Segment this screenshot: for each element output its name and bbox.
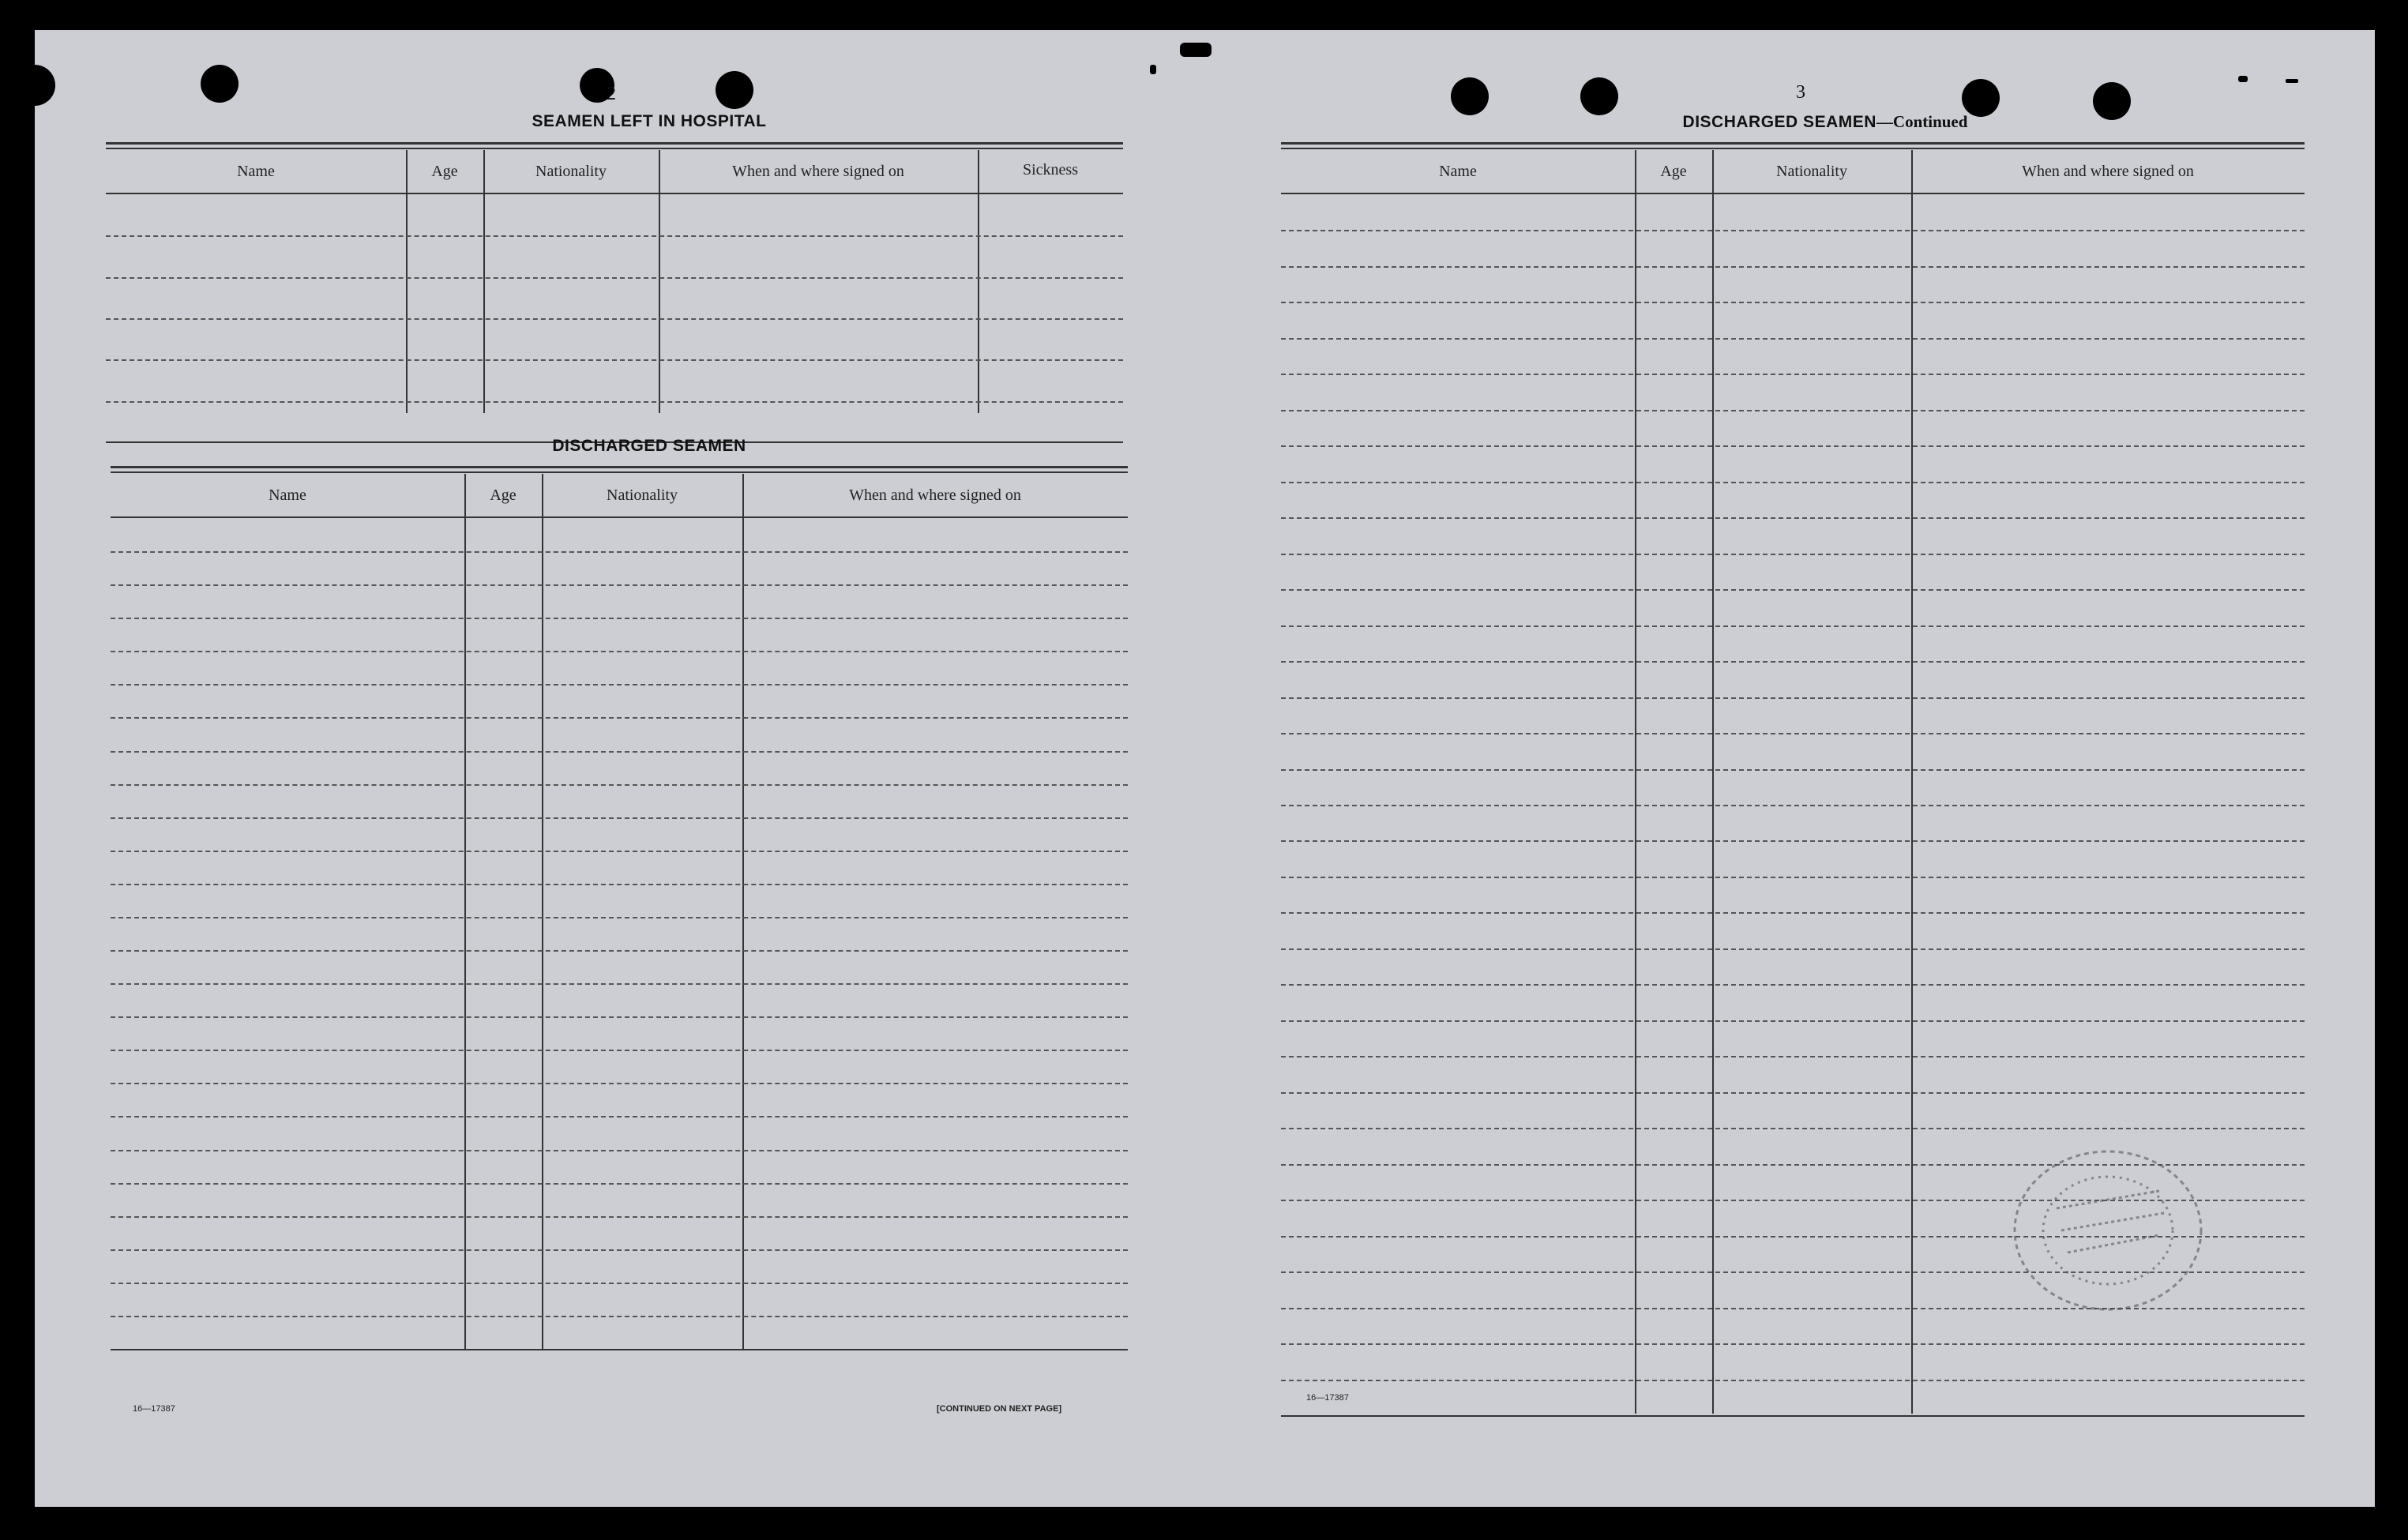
ruled-row-line: [111, 1150, 1128, 1151]
punch-hole-icon: [1962, 79, 2000, 117]
ruled-row-line: [111, 717, 1128, 719]
ruled-row-line: [111, 1016, 1128, 1018]
ruled-row-line: [1281, 445, 2305, 447]
postmark-stamp-icon: [2001, 1136, 2215, 1325]
ruled-row-line: [111, 1216, 1128, 1218]
ink-speck-icon: [2286, 79, 2298, 83]
ruled-row-line: [1281, 338, 2305, 340]
ruled-row-line: [1281, 984, 2305, 986]
ruled-row-line: [111, 1249, 1128, 1251]
ruled-row-line: [1281, 302, 2305, 303]
ruled-row-line: [1281, 769, 2305, 771]
ruled-row-line: [1281, 948, 2305, 950]
column-header: Age: [431, 162, 458, 180]
ruled-row-line: [1281, 1380, 2305, 1381]
ruled-row-line: [111, 751, 1128, 753]
ruled-row-line: [1281, 877, 2305, 878]
document-spread: [35, 30, 2375, 1507]
column-header: When and where signed on: [2022, 162, 2194, 180]
ruled-row-line: [1281, 1020, 2305, 1022]
ruled-row-line: [1281, 805, 2305, 806]
column-header: Nationality: [535, 162, 607, 180]
ruled-row-line: [111, 851, 1128, 852]
ruled-row-line: [106, 318, 1123, 320]
punch-hole-icon: [14, 65, 55, 106]
ruled-row-line: [1281, 374, 2305, 375]
ruled-row-line: [1281, 554, 2305, 555]
ruled-row-line: [1281, 625, 2305, 627]
hospital-table: [106, 142, 1123, 446]
ruled-row-line: [106, 401, 1123, 403]
discharged-table: [111, 466, 1128, 1406]
column-header: Age: [1660, 162, 1687, 180]
ruled-row-line: [111, 1083, 1128, 1084]
column-header: Name: [1439, 162, 1477, 180]
ruled-row-line: [111, 784, 1128, 786]
ruled-row-line: [111, 1316, 1128, 1317]
ruled-row-line: [1281, 697, 2305, 699]
form-number: 16—17387: [1306, 1393, 1349, 1403]
ruled-row-line: [111, 917, 1128, 918]
hospital-section-title: SEAMEN LEFT IN HOSPITAL: [532, 112, 767, 130]
ruled-row-line: [111, 684, 1128, 685]
ruled-row-line: [1281, 1092, 2305, 1094]
column-header: When and where signed on: [849, 486, 1021, 504]
ruled-row-line: [1281, 733, 2305, 734]
ink-speck-icon: [1150, 65, 1156, 74]
ruled-row-line: [1281, 912, 2305, 914]
column-header: Nationality: [607, 486, 678, 504]
ruled-row-line: [111, 1283, 1128, 1284]
ruled-row-line: [1281, 266, 2305, 268]
ruled-row-line: [111, 950, 1128, 952]
ink-speck-icon: [1180, 43, 1212, 57]
ruled-row-line: [111, 1050, 1128, 1051]
page-number: 3: [1796, 82, 1805, 103]
ruled-row-line: [1281, 482, 2305, 483]
ruled-row-line: [106, 359, 1123, 361]
ruled-row-line: [1281, 1056, 2305, 1057]
punch-hole-icon: [201, 65, 239, 103]
ruled-row-line: [1281, 517, 2305, 519]
discharged-section-title: DISCHARGED SEAMEN: [552, 437, 746, 455]
column-header: Nationality: [1776, 162, 1847, 180]
title-main: DISCHARGED SEAMEN: [1682, 113, 1876, 131]
ruled-row-line: [111, 884, 1128, 885]
discharged-continued-title: [1279, 112, 2371, 132]
column-header: Age: [490, 486, 517, 504]
ruled-row-line: [106, 277, 1123, 279]
ruled-row-line: [1281, 840, 2305, 842]
ruled-row-line: [111, 551, 1128, 553]
ruled-row-line: [1281, 1128, 2305, 1129]
ruled-row-line: [111, 651, 1128, 652]
ruled-row-line: [111, 618, 1128, 619]
ruled-row-line: [1281, 589, 2305, 591]
ruled-row-line: [1281, 410, 2305, 411]
punch-hole-icon: [1451, 77, 1489, 115]
column-header: Sickness: [1023, 160, 1078, 178]
ruled-row-line: [111, 584, 1128, 586]
ruled-row-line: [1281, 1343, 2305, 1345]
continued-note: [CONTINUED ON NEXT PAGE]: [937, 1404, 1062, 1414]
column-header: Name: [237, 162, 275, 180]
column-header: Name: [269, 486, 306, 504]
page-number: 2: [607, 84, 616, 104]
punch-hole-icon: [716, 71, 753, 109]
ruled-row-line: [111, 1183, 1128, 1185]
form-number: 16—17387: [133, 1404, 175, 1414]
ruled-row-line: [111, 817, 1128, 819]
punch-hole-icon: [1580, 77, 1618, 115]
ruled-row-line: [111, 983, 1128, 985]
ruled-row-line: [111, 1116, 1128, 1117]
ruled-row-line: [1281, 661, 2305, 663]
ruled-row-line: [106, 235, 1123, 237]
title-suffix: —Continued: [1876, 112, 1968, 131]
ruled-row-line: [1281, 230, 2305, 231]
ink-speck-icon: [2238, 76, 2248, 82]
column-header: When and where signed on: [732, 162, 904, 180]
